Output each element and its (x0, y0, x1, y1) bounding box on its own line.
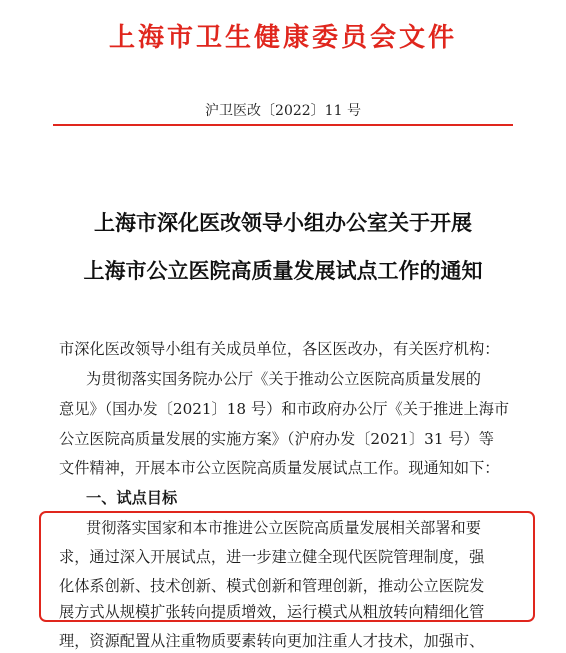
red-divider-line (53, 124, 513, 126)
highlighted-paragraph-line: 化体系创新、技术创新、模式创新和管理创新，推动公立医院发 (59, 577, 485, 595)
document-header-title: 上海市卫生健康委员会文件 (108, 23, 457, 53)
red-highlight-box (39, 511, 535, 622)
body-paragraph-line: 为贯彻落实国务院办公厅《关于推动公立医院高质量发展的 (86, 370, 481, 388)
highlighted-paragraph-line: 求，通过深入开展试点，进一步建立健全现代医院管理制度，强 (59, 548, 485, 566)
highlighted-paragraph-line: 贯彻落实国家和本市推进公立医院高质量发展相关部署和要 (86, 519, 481, 537)
body-paragraph-line: 意见》（国办发〔2021〕18 号）和市政府办公厅《关于推进上海市 (59, 400, 510, 418)
document-number: 沪卫医改〔2022〕11 号 (205, 103, 361, 119)
addressee-line: 市深化医改领导小组有关成员单位，各区医改办，有关医疗机构： (59, 340, 500, 358)
body-paragraph-line: 公立医院高质量发展的实施方案》（沪府办发〔2021〕31 号）等 (59, 430, 494, 448)
notice-title-line-2: 上海市公立医院高质量发展试点工作的通知 (83, 259, 483, 283)
highlighted-paragraph-line: 展方式从规模扩张转向提质增效，运行模式从粗放转向精细化管 (59, 603, 485, 621)
notice-title-line-1: 上海市深化医改领导小组办公室关于开展 (94, 211, 472, 235)
body-paragraph-line: 理，资源配置从注重物质要素转向更加注重人才技术，加强市、 (59, 632, 485, 650)
body-paragraph-line: 文件精神，开展本市公立医院高质量发展试点工作。现通知如下： (59, 459, 500, 477)
section-heading: 一、试点目标 (86, 489, 178, 507)
